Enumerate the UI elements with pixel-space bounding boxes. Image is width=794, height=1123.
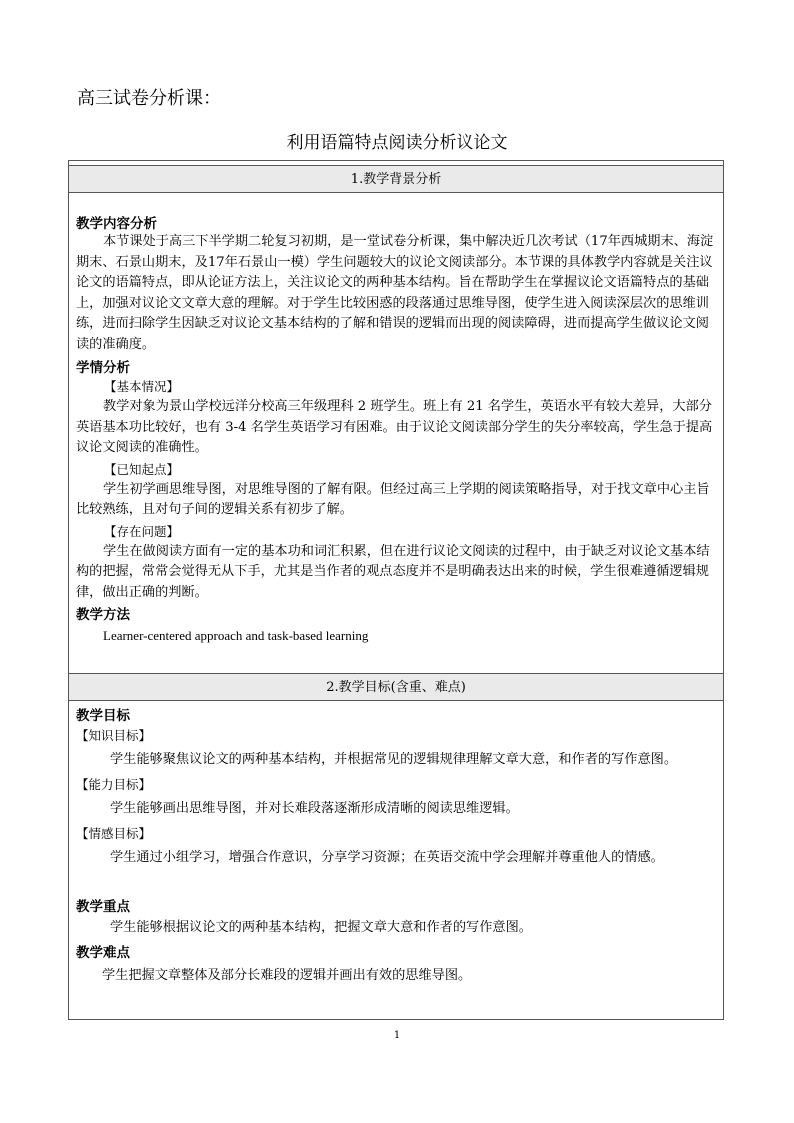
knowledge-goal-tag: 【知识目标】	[76, 728, 152, 743]
teaching-difficulty-text: 学生把握文章整体及部分长难段的逻辑并画出有效的思维导图。	[102, 968, 472, 983]
existing-problems-text: 学生在做阅读方面有一定的基本功和词汇积累，但在进行议论文阅读的过程中，由于缺乏对议论文基本结构的把握，常常会觉得无从下手，尤其是当作者的观点态度并不是明确表达出来的时候，学生很难遵循逻辑规律，做出正确的判断。	[76, 543, 710, 600]
teaching-method-text: Learner-centered approach and task-based learning	[103, 628, 369, 643]
emotion-goal-tag: 【情感目标】	[76, 826, 152, 841]
document-heading: 高三试卷分析课：	[77, 88, 221, 109]
section2-header: 2.教学目标(含重、难点)	[69, 673, 723, 701]
basic-situation-text: 教学对象为景山学校远洋分校高三年级理科 2 班学生。班上有 21 名学生，英语水平有较大差异，大部分英语基本功比较好，也有 3-4 名学生英语学习有困难。由于议论文阅读部分学生的失分率较高，学生急于提高议论文阅读的准确性。	[76, 399, 713, 455]
teaching-method-title: 教学方法	[76, 607, 130, 623]
teaching-key-title: 教学重点	[76, 899, 130, 915]
page-number: 1	[393, 1030, 401, 1041]
known-start-tag: 【已知起点】	[104, 461, 180, 477]
ability-goal-tag: 【能力目标】	[76, 777, 152, 792]
content-analysis-title: 教学内容分析	[76, 216, 157, 232]
section1-header: 1.教学背景分析	[69, 165, 723, 193]
document-subtitle: 利用语篇特点阅读分析议论文	[286, 133, 508, 153]
ability-goal-text: 学生能够画出思维导图，并对长难段落逐渐形成清晰的阅读思维逻辑。	[110, 801, 519, 816]
knowledge-goal-text: 学生能够聚焦议论文的两种基本结构，并根据常见的逻辑规律理解文章大意，和作者的写作意图。	[110, 752, 678, 767]
existing-problems-tag: 【存在问题】	[104, 523, 180, 539]
section1-body	[76, 212, 716, 647]
basic-situation-tag: 【基本情况】	[104, 379, 180, 394]
learner-analysis-title: 学情分析	[76, 360, 130, 376]
known-start-text: 学生初学画思维导图，对思维导图的了解有限。但经过高三上学期的阅读策略指导，对于找文章中心主旨比较熟练，且对句子间的逻辑关系有初步了解。	[76, 481, 710, 517]
content-analysis-text: 本节课处于高三下半学期二轮复习初期，是一堂试卷分析课，集中解决近几次考试（17年西城期末、海淀期末、石景山期末，及17年石景山一模）学生问题较大的议论文阅读部分。本节课的具体教学内容就是关注议论文的语篇特点，即从论证方法上，关注议论文的两种基本结构。旨在帮助学生在掌握议论文语篇特点的基础上，加强对议论文文章大意的理解。对于学生比较困惑的段落通过思维导图，使学生进入阅读深层次的思维训练，进而扫除学生因缺乏对议论文基本结构的了解和错误的逻辑而出现的阅读障碍，进而提高学生做议论文阅读的准确度。	[76, 234, 714, 352]
teaching-goals-title: 教学目标	[76, 708, 130, 724]
teaching-difficulty-title: 教学难点	[76, 945, 130, 961]
emotion-goal-text: 学生通过小组学习，增强合作意识，分享学习资源；在英语交流中学会理解并尊重他人的情感。	[110, 850, 664, 865]
section2-body	[76, 704, 716, 991]
teaching-key-text: 学生能够根据议论文的两种基本结构，把握文章大意和作者的写作意图。	[110, 920, 532, 935]
